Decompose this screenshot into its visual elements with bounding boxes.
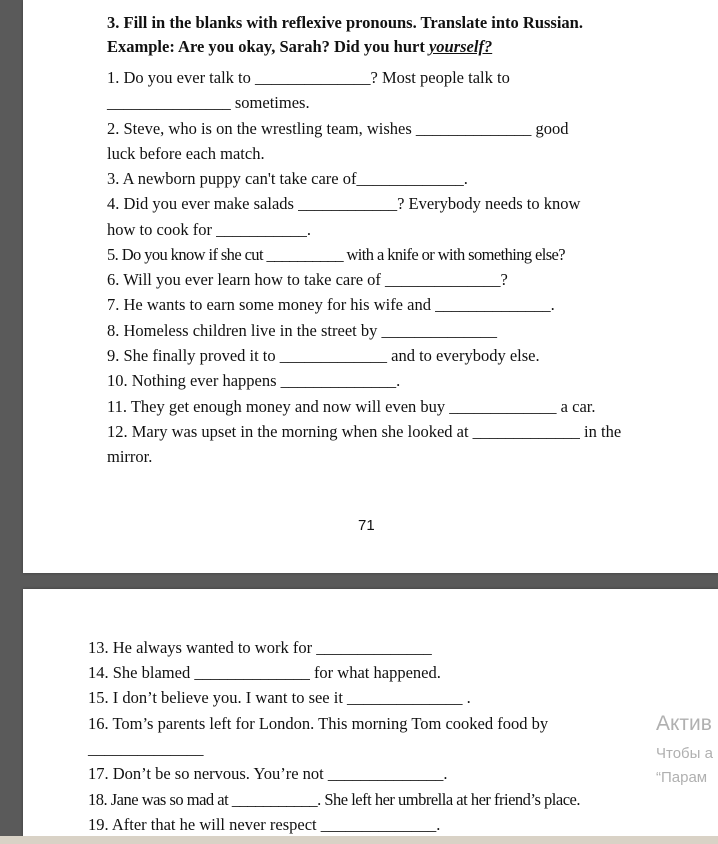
example-answer: yourself?: [428, 37, 493, 56]
activation-watermark-title: Актив: [656, 712, 712, 735]
exercise-line: _______________ sometimes.: [107, 93, 310, 112]
exercise-line: 3. A newborn puppy can't take care of_____________.: [107, 169, 468, 188]
exercise-line: 6. Will you ever learn how to take care of ______________?: [107, 270, 508, 289]
exercise-line: mirror.: [107, 447, 153, 466]
activation-watermark-line: “Парам: [656, 769, 708, 786]
exercise-line: 8. Homeless children live in the street by ______________: [107, 321, 497, 340]
activation-watermark-line: Чтобы а: [656, 745, 713, 762]
bottom-edge-strip: [0, 836, 718, 844]
page-number: 71: [358, 517, 375, 534]
exercise-title: 3. Fill in the blanks with reflexive pronouns. Translate into Russian.: [107, 13, 583, 32]
exercise-line: 7. He wants to earn some money for his wife and ______________.: [107, 295, 555, 314]
document-page-71: [23, 0, 718, 573]
exercise-line: 11. They get enough money and now will even buy _____________ a car.: [107, 397, 596, 416]
exercise-line: 17. Don’t be so nervous. You’re not ______________.: [88, 764, 448, 783]
exercise-line: 15. I don’t believe you. I want to see it ______________ .: [88, 688, 471, 707]
exercise-line: 5. Do you know if she cut __________ with a knife or with something else?: [107, 245, 566, 264]
exercise-line: 10. Nothing ever happens ______________.: [107, 371, 401, 390]
exercise-line: 12. Mary was upset in the morning when she looked at _____________ in the: [107, 422, 622, 441]
exercise-line: 19. After that he will never respect ______________.: [88, 815, 441, 834]
example-prefix: Example: Are you okay, Sarah? Did you hurt: [107, 37, 429, 56]
exercise-line: 9. She finally proved it to _____________ and to everybody else.: [107, 346, 540, 365]
exercise-line: 18. Jane was so mad at ___________. She left her umbrella at her friend’s place.: [88, 790, 580, 809]
exercise-line: how to cook for ___________.: [107, 220, 311, 239]
exercise-line: 4. Did you ever make salads ____________? Everybody needs to know: [107, 194, 581, 213]
exercise-line: 2. Steve, who is on the wrestling team, wishes ______________ good: [107, 119, 569, 138]
exercise-line: ______________: [88, 739, 204, 758]
exercise-line: luck before each match.: [107, 144, 265, 163]
exercise-line: 13. He always wanted to work for ______________: [88, 638, 432, 657]
exercise-line: 14. She blamed ______________ for what happened.: [88, 663, 441, 682]
exercise-line: 1. Do you ever talk to ______________? Most people talk to: [107, 68, 510, 87]
document-page-72: [23, 589, 718, 844]
example-line: [107, 37, 492, 57]
exercise-line: 16. Tom’s parents left for London. This morning Tom cooked food by: [88, 714, 549, 733]
